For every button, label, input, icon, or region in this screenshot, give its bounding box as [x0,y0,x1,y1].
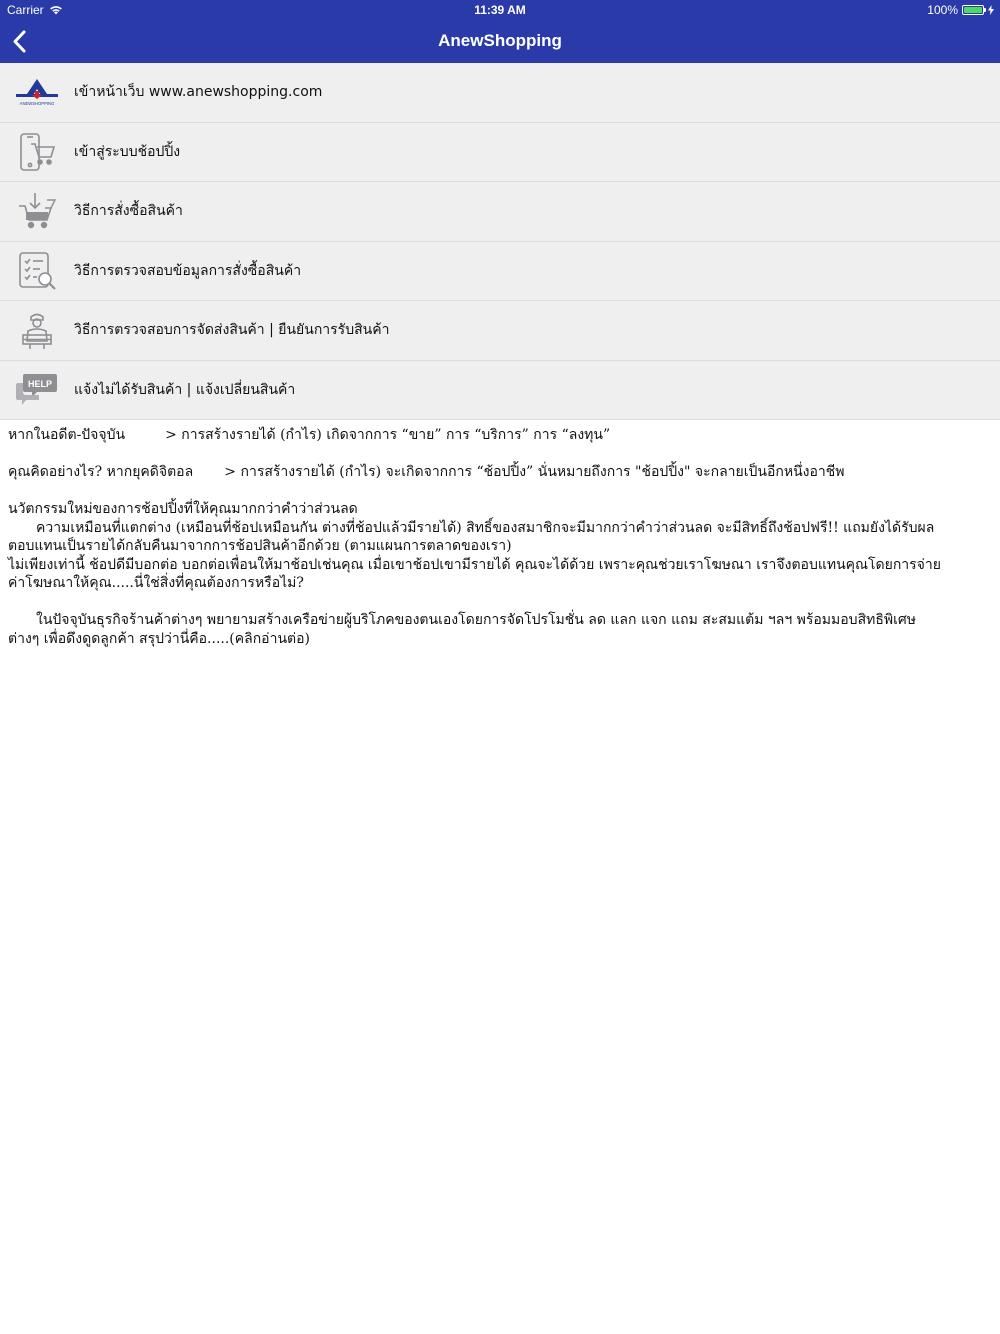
battery-percent: 100% [927,3,958,17]
clock: 11:39 AM [474,3,526,17]
paragraph-innovation-line-2: ตอบแทนเป็นรายได้กลับคืนมาจากการช้อปสินค้าอีกด้วย (ตามแผนการตลาดของเรา) [8,538,512,554]
paragraph-innovation-title: นวัตกรรมใหม่ของการช้อปปิ้งที่ให้คุณมากกว่าคำว่าส่วนลด [8,501,358,517]
nav-title: AnewShopping [438,31,562,50]
paragraph-past-present: หากในอดีต-ปัจจุบัน > การสร้างรายได้ (กำไร) เกิดจากการ “ขาย” การ “บริการ” การ “ลงทุน” [8,427,611,443]
menu-item-report-problem[interactable] [0,361,1000,421]
mobile-cart-icon [0,131,74,173]
menu-list [0,63,1000,420]
read-more-link[interactable]: ต่างๆ เพื่อดึงดูดลูกค้า สรุปว่านี่คือ.....(คลิกอ่านต่อ) [8,630,310,647]
menu-item-label: วิธีการตรวจสอบข้อมูลการสั่งซื้อสินค้า [74,262,302,279]
paragraph-business-line-1: ในปัจจุบันธุรกิจร้านค้าต่างๆ พยายามสร้างเครือข่ายผู้บริโภคของตนเองโดยการจัดโปรโมชั่น ลด แลก แจก แถม สะสมแต้ม ฯลฯ พร้อมมอบสิทธิพิเศษ [36,612,917,628]
menu-item-shopping-login[interactable] [0,123,1000,183]
menu-item-label: เข้าหน้าเว็บ www.anewshopping.com [74,84,323,101]
paragraph-innovation-line-3: ไม่เพียงเท่านี้ ช้อปดีมีบอกต่อ บอกต่อเพื่อนให้มาช้อปเช่นคุณ เมื่อเขาช้อปเขามีรายได้ คุณจะได้ด้วย เพราะคุณช่วยเราโฆษณา เราจึงตอบแทนคุณโดยการจ่าย [8,556,941,573]
help-icon-text: HELP [27,378,53,389]
menu-item-label: แจ้งไม่ได้รับสินค้า | แจ้งเปลี่ยนสินค้า [74,381,296,398]
delivery-person-icon [0,309,74,351]
paragraph-digital-era: คุณคิดอย่างไร? หากยุคดิจิตอล > การสร้างรายได้ (กำไร) จะเกิดจากการ “ช้อปปิ้ง” นั่นหมายถึงการ "ช้อปปิ้ง" จะกลายเป็นอีกหนึ่งอาชีพ [8,464,845,480]
checklist-search-icon [0,250,74,292]
paragraph-innovation-line-4: ค่าโฆษณาให้คุณ.....นี่ใช่สิ่งที่คุณต้องการหรือไม่? [8,575,304,591]
paragraph-innovation-line-1: ความเหมือนที่แตกต่าง (เหมือนที่ช้อปเหมือนกัน ต่างที่ช้อปแล้วมีรายได้) สิทธิ์ของสมาชิกจะมีมากกว่าคำว่าส่วนลด จะมีสิทธิ์ถึงช้อปฟรี!! แถมยังได้รับผล [36,519,935,536]
menu-item-check-order[interactable] [0,242,1000,302]
anewshopping-logo-icon [0,77,74,107]
menu-item-website[interactable] [0,63,1000,123]
menu-item-how-to-order[interactable] [0,182,1000,242]
menu-item-label: เข้าสู่ระบบช้อปปิ้ง [74,143,181,160]
battery-indicator [927,3,994,17]
battery-icon [962,5,984,15]
status-bar [0,0,1000,20]
logo-text: ANEWSHOPPING [19,101,55,107]
charging-bolt-icon [988,5,994,15]
article-content [8,426,992,648]
cart-download-icon [0,190,74,232]
menu-item-label: วิธีการตรวจสอบการจัดส่งสินค้า | ยืนยันการรับสินค้า [74,322,390,339]
carrier-label: Carrier [7,3,44,17]
menu-item-check-delivery[interactable] [0,301,1000,361]
help-chat-icon [0,369,74,411]
menu-item-label: วิธีการสั่งซื้อสินค้า [74,203,183,220]
navigation-bar [0,20,1000,63]
